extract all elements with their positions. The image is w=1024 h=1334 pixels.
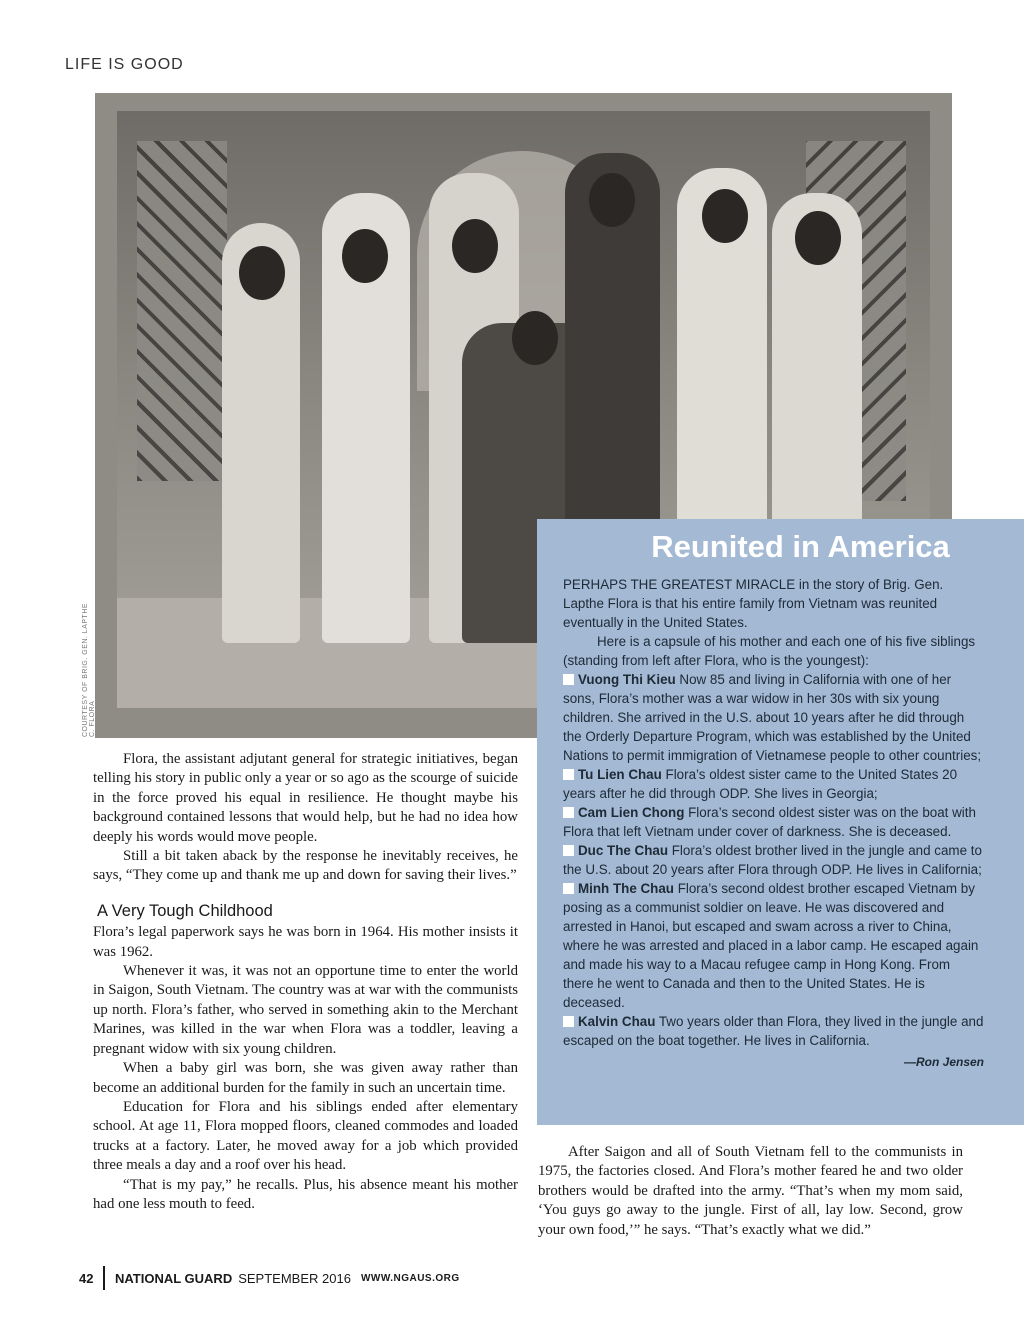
entry-text: Two years older than Flora, they lived in the jungle and escaped on the boat together. He lives in California. — [563, 1014, 984, 1048]
issue-date: SEPTEMBER 2016 — [238, 1270, 351, 1286]
paragraph: Flora’s legal paperwork says he was born in 1964. His mother insists it was 1962. — [93, 924, 518, 960]
subheading: A Very Tough Childhood — [97, 901, 273, 920]
sidebar-entry — [563, 841, 984, 879]
sidebar-entry — [563, 803, 984, 841]
photo-credit: COURTESY OF BRIG. GEN. LAPTHE C. FLORA — [82, 602, 96, 737]
bullet-square-icon — [563, 845, 574, 856]
bullet-square-icon — [563, 883, 574, 894]
page-footer — [79, 1266, 460, 1290]
bullet-square-icon — [563, 807, 574, 818]
section-label: LIFE IS GOOD — [65, 56, 184, 73]
entry-name: Cam Lien Chong — [578, 805, 685, 820]
article-column-right — [538, 1143, 963, 1240]
lattice-panel-left — [137, 141, 227, 481]
bullet-square-icon — [563, 674, 574, 685]
entry-name: Tu Lien Chau — [578, 767, 662, 782]
sidebar-title: Reunited in America — [651, 529, 950, 564]
bullet-square-icon — [563, 769, 574, 780]
paragraph: When a baby girl was born, she was given away rather than become an additional burden for the family in such an uncertain time. — [93, 1060, 518, 1096]
paragraph: Whenever it was, it was not an opportune time to enter the world in Saigon, South Vietnam. The country was at war with the communists up north. Flora’s father, who served in something akin to the Merchant Marines, was killed in the war when Flora was a toddler, leaving a pregnant widow with six young children. — [93, 963, 518, 1057]
entry-name: Minh The Chau — [578, 881, 674, 896]
sidebar-entry — [563, 670, 984, 765]
paragraph: Flora, the assistant adjutant general for strategic initiatives, began telling his story in public only a year or so ago as the scourge of suicide in the force proved his equal in resilience. He thought maybe his background contained lessons that would help, but he had no idea how deeply his words would move people. — [93, 751, 518, 845]
entry-text: Flora’s oldest sister came to the United States 20 years after he did through ODP. She lives in Georgia; — [563, 767, 958, 801]
paragraph: Education for Flora and his siblings ended after elementary school. At age 11, Flora mopped floors, cleaned commodes and loaded trucks at a factory. Later, he moved away for a job which provided three meals a day and a roof over his head. — [93, 1098, 518, 1174]
sidebar-intro: PERHAPS THE GREATEST MIRACLE in the story of Brig. Gen. Lapthe Flora is that his entire family from Vietnam was reunited eventually in the United States. — [563, 577, 944, 630]
page-number: 42 — [79, 1270, 94, 1286]
entry-text: Flora’s second oldest brother escaped Vietnam by posing as a communist soldier on leave. He was discovered and arrested in Hanoi, but escaped and swam across a river to China, where he was arrested and placed in a labor camp. He escaped again and made his way to a Macau refugee camp in Hong Kong. From there he went to Canada and then to the United States. He is deceased. — [563, 881, 979, 1010]
sidebar-box — [537, 519, 1024, 1125]
magazine-name: NATIONAL GUARD — [114, 1270, 233, 1286]
paragraph: After Saigon and all of South Vietnam fell to the communists in 1975, the factories closed. And Flora’s mother feared he and two older brothers would be drafted into the army. “That’s when my mom said, ‘You guys go away to the jungle. First of all, lay low. Second, grow your own food,’” he says. “That’s exactly what we did.” — [538, 1144, 963, 1238]
website-link[interactable]: WWW.NGAUS.ORG — [360, 1272, 460, 1284]
entry-name: Kalvin Chau — [578, 1014, 656, 1029]
entry-text: Flora’s second oldest sister was on the boat with Flora that left Vietnam under cover of darkness. She is deceased. — [563, 805, 976, 839]
sidebar-entry — [563, 765, 984, 803]
sidebar-intro-2: Here is a capsule of his mother and each one of his five siblings (standing from left after Flora, who is the youngest): — [563, 634, 976, 668]
sidebar-body — [563, 575, 984, 1072]
entry-text: Flora’s oldest brother lived in the jungle and came to the U.S. about 20 years after Flora through ODP. He lives in California; — [563, 843, 982, 877]
article-column-left — [93, 750, 518, 1214]
entry-name: Duc The Chau — [578, 843, 669, 858]
sidebar-entry — [563, 1012, 984, 1050]
paragraph: Still a bit taken aback by the response he inevitably receives, he says, “They come up and thank me up and down for saving their lives.” — [93, 848, 518, 884]
entry-text: Now 85 and living in California with one of her sons, Flora’s mother was a war widow in her 30s with six young children. She arrived in the U.S. about 10 years after he did through the Orderly Departure Program, which was established by the United Nations to permit immigration of Vietnamese people to other countries; — [563, 672, 982, 763]
bullet-square-icon — [563, 1016, 574, 1027]
entry-name: Vuong Thi Kieu — [578, 672, 676, 687]
sidebar-entry — [563, 879, 984, 1012]
footer-divider — [103, 1266, 105, 1290]
sidebar-byline: —Ron Jensen — [903, 1055, 984, 1069]
paragraph: “That is my pay,” he recalls. Plus, his absence meant his mother had one less mouth to feed. — [93, 1176, 518, 1212]
